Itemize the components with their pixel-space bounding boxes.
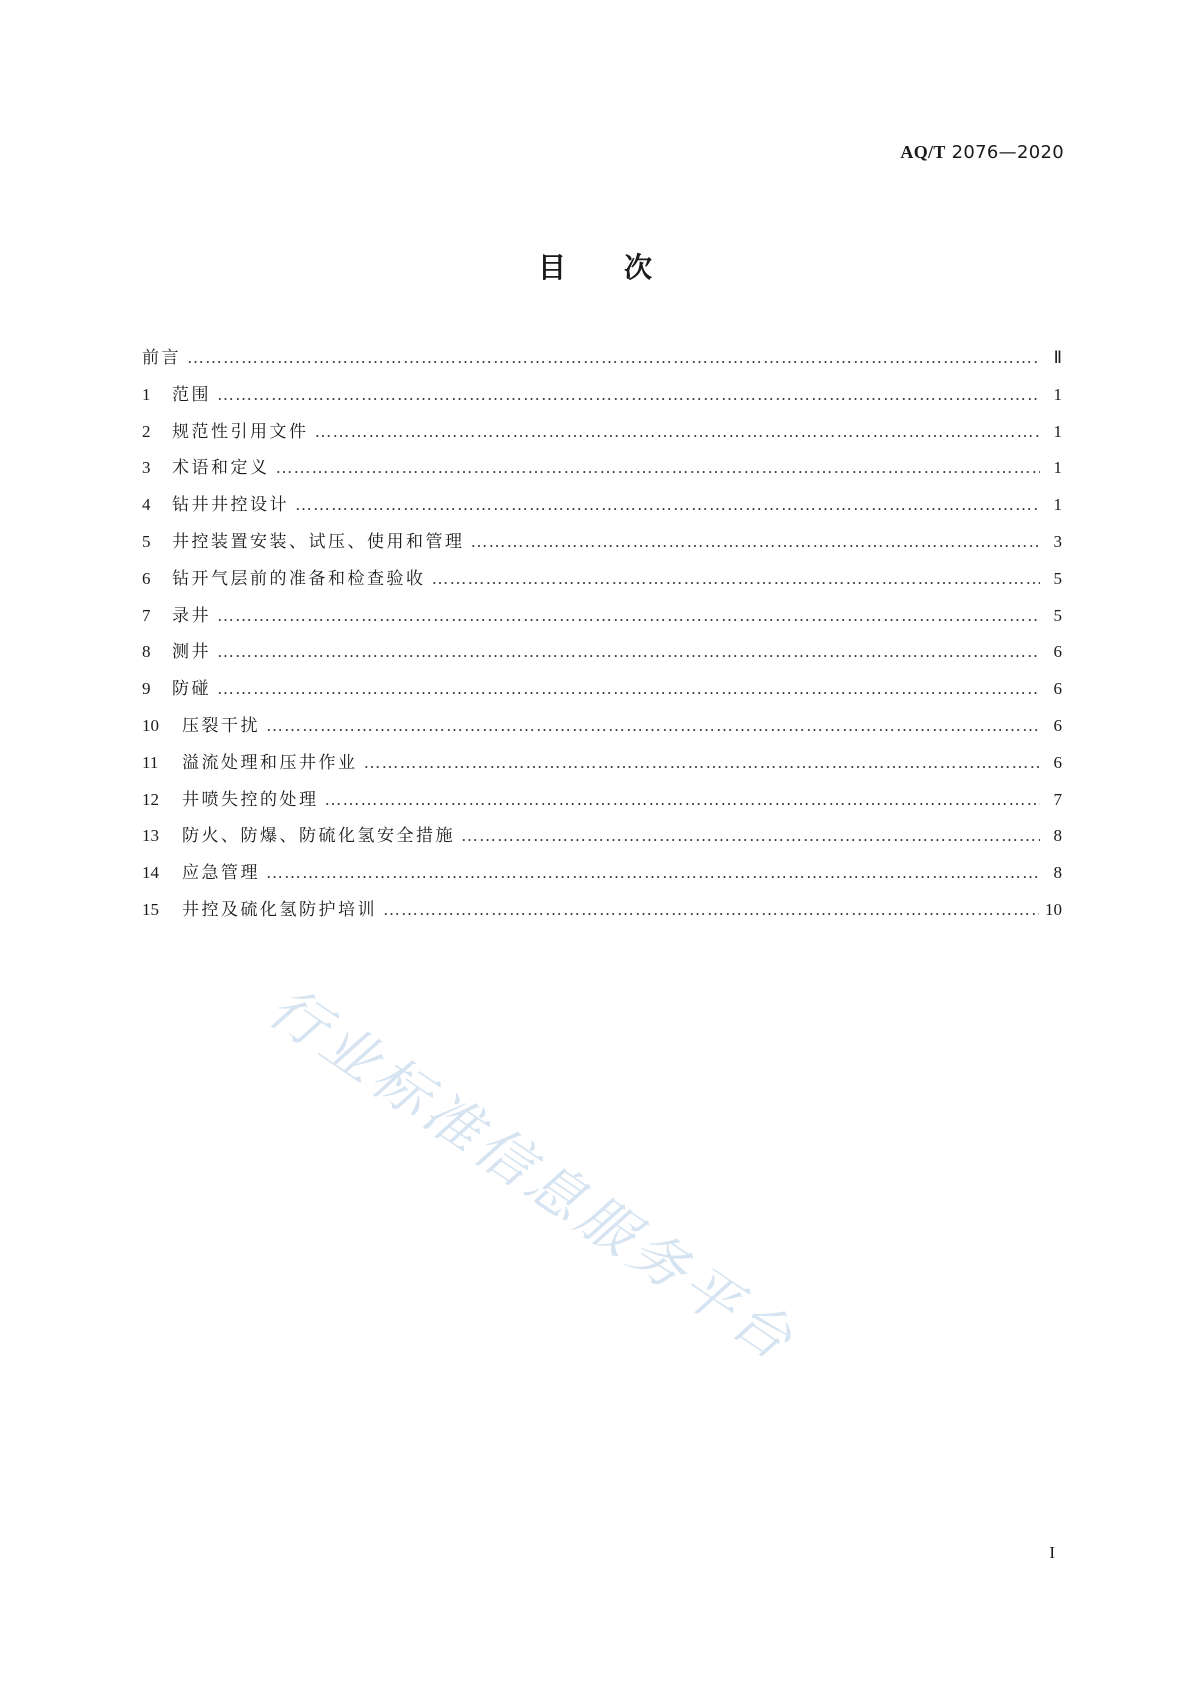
toc-entry-label [142,895,377,920]
toc-entry-title: 防火、防爆、防硫化氢安全措施 [182,826,455,847]
toc-entry-page: Ⅱ [1053,348,1062,367]
toc-entry-number: 15 [142,899,159,919]
toc-entry-title: 规范性引用文件 [172,421,309,442]
toc-leader-dots [217,385,1040,405]
toc-entry-page: 5 [1053,605,1062,625]
page-title: 目次 [537,251,710,284]
toc-entry-number: 6 [142,568,151,588]
toc-entry-page: 8 [1053,826,1062,846]
toc-entry-title: 测井 [172,642,211,663]
toc-entry-label [142,564,426,589]
toc-leader-dots [432,569,1041,589]
toc-entry-label [142,748,358,773]
page-number: I [1049,1543,1055,1562]
toc-entry-title: 录井 [172,605,211,626]
toc-entry-number: 3 [142,458,151,478]
toc-entry-number: 1 [142,384,151,404]
toc-entry-title: 范围 [172,384,211,405]
toc-entry-page: 6 [1053,752,1062,772]
toc-entry-page: 5 [1053,568,1062,588]
toc-leader-dots [187,348,1040,368]
toc-leader-dots [276,458,1041,478]
toc-entry[interactable] [142,895,1062,932]
toc-leader-dots [266,863,1040,883]
toc-entry[interactable] [142,564,1062,601]
toc-entry[interactable] [142,343,1062,380]
toc-entry-page: 3 [1053,531,1062,551]
toc-entry-number: 7 [142,605,151,625]
toc-entry-page: 1 [1053,421,1062,441]
toc-leader-dots [266,716,1040,736]
toc-entry-number: 2 [142,421,151,441]
toc-entry-title: 钻井井控设计 [172,495,289,516]
toc-entry-page: 1 [1053,495,1062,515]
toc-entry-label [142,711,260,736]
toc-entry[interactable] [142,453,1062,490]
toc-entry-title: 钻开气层前的准备和检查验收 [172,568,426,589]
toc-entry-number: 8 [142,642,151,662]
toc-leader-dots [217,606,1040,626]
standard-code-prefix: AQ/T [900,142,946,162]
toc-leader-dots [471,532,1041,552]
toc-entry-number: 13 [142,826,159,846]
toc-entry-label [142,785,319,810]
toc-entry-number: 12 [142,789,159,809]
toc-leader-dots [315,422,1041,442]
toc-entry[interactable] [142,490,1062,527]
toc-entry-label [142,527,465,552]
standard-code-number: 2076—2020 [951,142,1064,163]
toc-leader-dots [325,790,1041,810]
standard-code [900,142,1064,163]
toc-entry-label [142,858,260,883]
toc-entry-label [142,490,289,515]
toc-leader-dots [383,900,1039,920]
toc-entry-page: 6 [1053,642,1062,662]
toc-entry-page: 10 [1045,899,1062,919]
toc-entry-title: 前言 [142,348,181,368]
toc-leader-dots [217,679,1040,699]
toc-entry-number: 4 [142,495,151,515]
toc-entry-title: 井控及硫化氢防护培训 [182,899,377,920]
toc-entry[interactable] [142,858,1062,895]
toc-entry-title: 防碰 [172,679,211,700]
toc-entry-label [142,343,181,368]
toc-entry-page: 1 [1053,458,1062,478]
toc-entry[interactable] [142,601,1062,638]
toc-entry[interactable] [142,380,1062,417]
toc-entry[interactable] [142,821,1062,858]
toc-entry-title: 溢流处理和压井作业 [182,752,358,773]
toc-entry-label [142,637,211,662]
table-of-contents [142,343,1062,932]
toc-leader-dots [364,753,1041,773]
toc-entry-number: 10 [142,715,159,735]
toc-entry[interactable] [142,748,1062,785]
toc-entry[interactable] [142,637,1062,674]
toc-entry-label [142,380,211,405]
toc-entry-number: 9 [142,679,151,699]
toc-entry-title: 术语和定义 [172,458,270,479]
toc-entry-page: 8 [1053,863,1062,883]
toc-entry-label [142,417,309,442]
toc-entry-page: 7 [1053,789,1062,809]
toc-entry-label [142,601,211,626]
toc-entry[interactable] [142,417,1062,454]
toc-entry-label [142,453,270,478]
toc-entry-page: 6 [1053,715,1062,735]
toc-entry[interactable] [142,527,1062,564]
toc-entry-title: 应急管理 [182,863,260,884]
toc-leader-dots [295,495,1040,515]
toc-entry[interactable] [142,674,1062,711]
toc-entry-label [142,821,455,846]
toc-entry[interactable] [142,785,1062,822]
toc-entry[interactable] [142,711,1062,748]
toc-entry-label [142,674,211,699]
toc-leader-dots [461,826,1040,846]
watermark: 行业标准信息服务平台 [256,974,808,1376]
toc-entry-title: 井控装置安装、试压、使用和管理 [172,531,465,552]
toc-leader-dots [217,642,1040,662]
toc-entry-page: 1 [1053,384,1062,404]
toc-entry-title: 井喷失控的处理 [182,789,319,810]
toc-entry-number: 5 [142,531,151,551]
toc-entry-number: 11 [142,752,159,772]
toc-entry-number: 14 [142,863,159,883]
toc-entry-title: 压裂干扰 [182,715,260,736]
toc-entry-page: 6 [1053,679,1062,699]
